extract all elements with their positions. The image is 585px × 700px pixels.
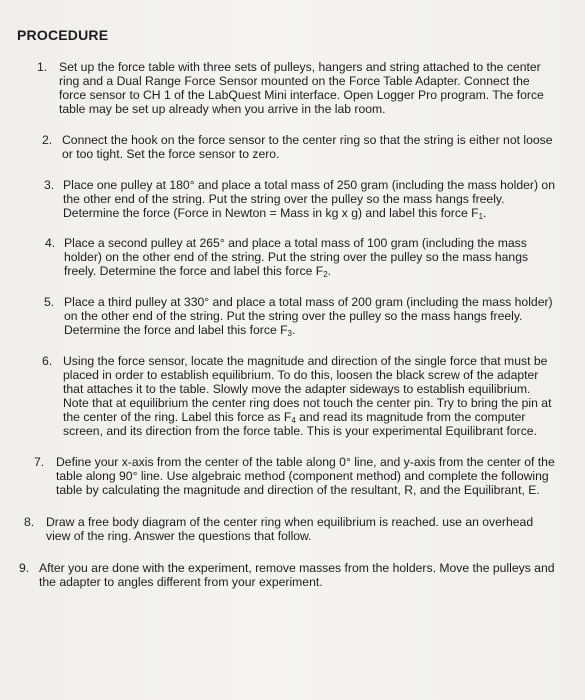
step-text: Define your x-axis from the center of the table along 0° line, and y-axis from the center of the table along 90° line. Use algebraic method (component method) and complete the following table by calculating the magnitude and direction of the resultant, R, and the Equilibrant, E.	[56, 455, 555, 497]
step-number: 5.	[44, 295, 55, 309]
step-text-tail: .	[483, 206, 487, 220]
force-subscript: 3	[287, 329, 292, 338]
step-text: Place a second pulley at 265° and place a total mass of 100 gram (including the mass holder) on the other end of the string. Put the string over the pulley so the mass hangs freely. Determine the force and label this force F	[64, 236, 529, 278]
step-8	[24, 515, 557, 543]
procedure-heading: PROCEDURE	[17, 27, 109, 43]
step-text: Using the force sensor, locate the magnitude and direction of the single force that must be placed in order to establish equilibrium. To do this, loosen the black screw of the adapter that attaches it to the table. Slowly move the adapter sideways to establish equilibrium. Note that at equilibrium the center ring does not touch the center pin. Try to bring the pin at the center of the ring. Label this force as F	[63, 354, 552, 424]
step-3	[44, 178, 557, 220]
step-number: 9.	[19, 561, 30, 575]
step-number: 3.	[44, 178, 55, 192]
step-1	[37, 60, 557, 116]
step-number: 4.	[45, 236, 56, 250]
step-text: Draw a free body diagram of the center ring when equilibrium is reached. use an overhead view of the ring. Answer the questions that follow.	[46, 515, 534, 543]
step-text: Place a third pulley at 330° and place a total mass of 200 gram (including the mass holder) on the other end of the string. Put the string over the pulley so the mass hangs freely. Determine the force and label this force F	[64, 295, 553, 337]
step-7	[34, 455, 557, 497]
step-text: Connect the hook on the force sensor to the center ring so that the string is either not loose or too tight. Set the force sensor to zero.	[62, 133, 553, 161]
step-2	[42, 133, 557, 161]
step-number: 8.	[24, 515, 35, 529]
step-6	[42, 354, 557, 438]
force-subscript: 1	[478, 212, 484, 221]
step-text: Set up the force table with three sets of pulleys, hangers and string attached to the center ring and a Dual Range Force Sensor mounted on the Force Table Adapter. Connect the force sensor to CH 1 of the LabQuest Mini interface. Open Logger Pro program. The force table may be set up already when you arrive in the lab room.	[59, 60, 544, 116]
force-subscript: 4	[291, 416, 296, 425]
step-text-tail: .	[292, 323, 296, 337]
step-number: 2.	[42, 133, 53, 147]
step-number: 6.	[42, 354, 53, 368]
step-text: Place one pulley at 180° and place a total mass of 250 gram (including the mass holder) on the other end of the string. Put the string over the pulley so the mass hangs freely. Determine the force (Force in Newton = Mass in kg x g) and label this force F	[63, 178, 555, 220]
step-number: 7.	[34, 455, 45, 469]
step-text-tail: .	[327, 264, 332, 278]
step-number: 1.	[37, 60, 48, 74]
step-9	[19, 561, 557, 589]
step-5	[44, 295, 557, 337]
step-text-tail: and read its magnitude from the computer screen, and its direction from the force table. This is your experimental Equilibrant force.	[63, 410, 537, 438]
force-subscript: 2	[323, 270, 328, 279]
step-4	[45, 236, 557, 278]
procedure-steps-list	[17, 60, 557, 589]
step-text: After you are done with the experiment, remove masses from the holders. Move the pulleys and the adapter to angles different from your experiment.	[39, 561, 555, 589]
